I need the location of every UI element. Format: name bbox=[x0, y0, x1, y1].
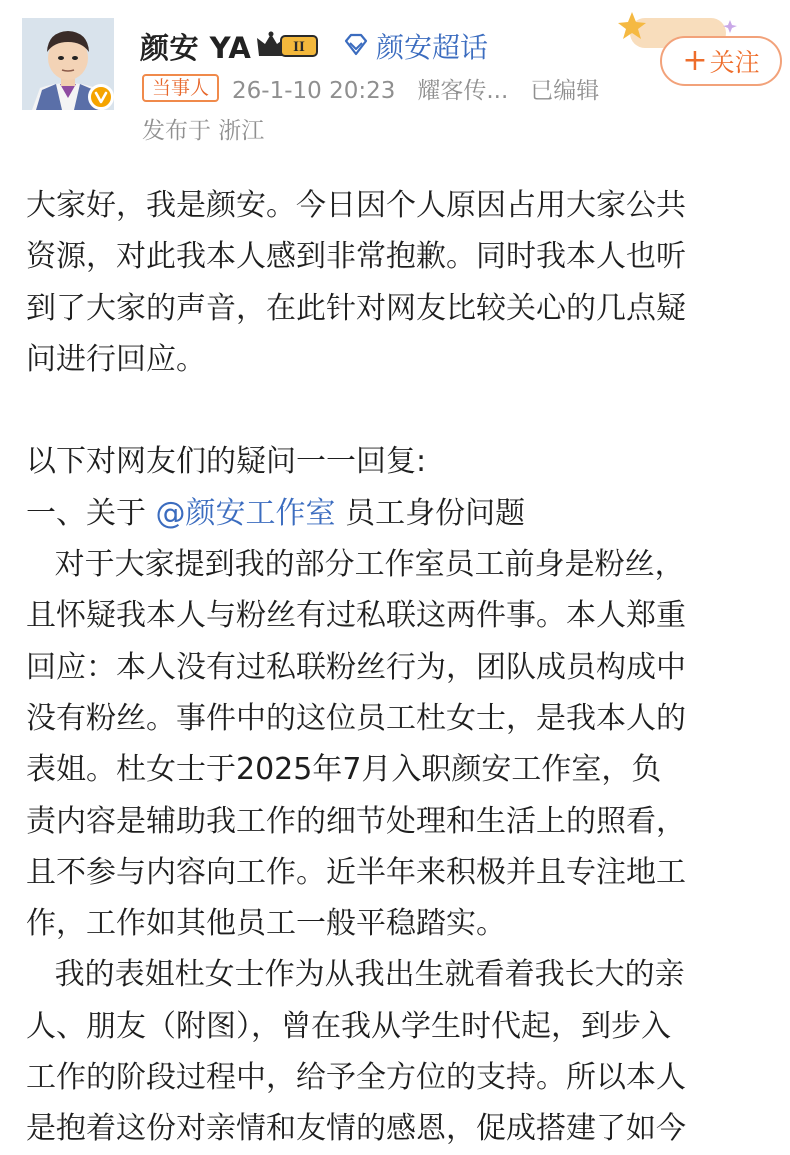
follow-button[interactable] bbox=[660, 36, 782, 86]
rank-badge-text: II bbox=[293, 39, 305, 55]
body-line: 我的表姐杜女士作为从我出生就看着我长大的亲 bbox=[26, 957, 685, 993]
role-tag: 当事人 bbox=[142, 74, 219, 102]
body-line: 表姐。杜女士于2025年7月入职颜安工作室，负 bbox=[26, 752, 662, 788]
post-header bbox=[0, 0, 790, 150]
body-line: 且怀疑我本人与粉丝有过私联这两件事。本人郑重 bbox=[26, 598, 686, 634]
body-line: 到了大家的声音，在此针对网友比较关心的几点疑 bbox=[26, 290, 686, 326]
body-line: 回应：本人没有过私联粉丝行为，团队成员构成中 bbox=[26, 649, 686, 685]
verified-badge-icon bbox=[88, 84, 114, 110]
supertopic-link[interactable]: 颜安超话 bbox=[376, 31, 489, 64]
body-line: 工作的阶段过程中，给予全方位的支持。所以本人 bbox=[26, 1060, 686, 1096]
section-heading bbox=[26, 488, 786, 539]
section-suffix: 员工身份问题 bbox=[335, 495, 526, 531]
follow-button-label: 关注 bbox=[709, 48, 760, 77]
mention-link[interactable]: @颜安工作室 bbox=[155, 495, 336, 531]
body-line: 人、朋友（附图），曾在我从学生时代起，到步入 bbox=[26, 1008, 671, 1044]
paragraph-gap bbox=[26, 385, 786, 436]
intro-line: 以下对网友们的疑问一一回复: bbox=[26, 444, 427, 480]
body-line: 没有粉丝。事件中的这位员工杜女士，是我本人的 bbox=[26, 700, 686, 736]
body-line: 且不参与内容向工作。近半年来积极并且专注地工 bbox=[26, 854, 686, 890]
body-line: 责内容是辅助我工作的细节处理和生活上的照看， bbox=[26, 803, 686, 839]
post-date: 26-1-10 20:23 bbox=[232, 78, 396, 104]
body-line: 对于大家提到我的部分工作室员工前身是粉丝， bbox=[26, 547, 685, 583]
crown-rank-icon bbox=[255, 30, 319, 60]
post-location: 发布于 浙江 bbox=[142, 118, 265, 144]
post-body bbox=[26, 180, 786, 1155]
body-line: 问进行回应。 bbox=[26, 341, 206, 377]
section-prefix: 一、关于 bbox=[26, 495, 156, 531]
plus-icon: + bbox=[682, 43, 708, 78]
edited-label[interactable]: 已编辑 bbox=[530, 78, 600, 104]
diamond-icon bbox=[342, 32, 370, 58]
body-line: 是抱着这份对亲情和友情的感恩，促成搭建了如今 bbox=[26, 1111, 686, 1147]
post-meta bbox=[232, 72, 599, 105]
username[interactable]: 颜安 YA bbox=[140, 31, 252, 65]
body-line: 大家好，我是颜安。今日因个人原因占用大家公共 bbox=[26, 188, 686, 223]
body-line: 作，工作如其他员工一般平稳踏实。 bbox=[26, 906, 506, 942]
body-line: 资源，对此我本人感到非常抱歉。同时我本人也听 bbox=[26, 239, 686, 275]
post-source[interactable]: 耀客传... bbox=[417, 78, 509, 104]
